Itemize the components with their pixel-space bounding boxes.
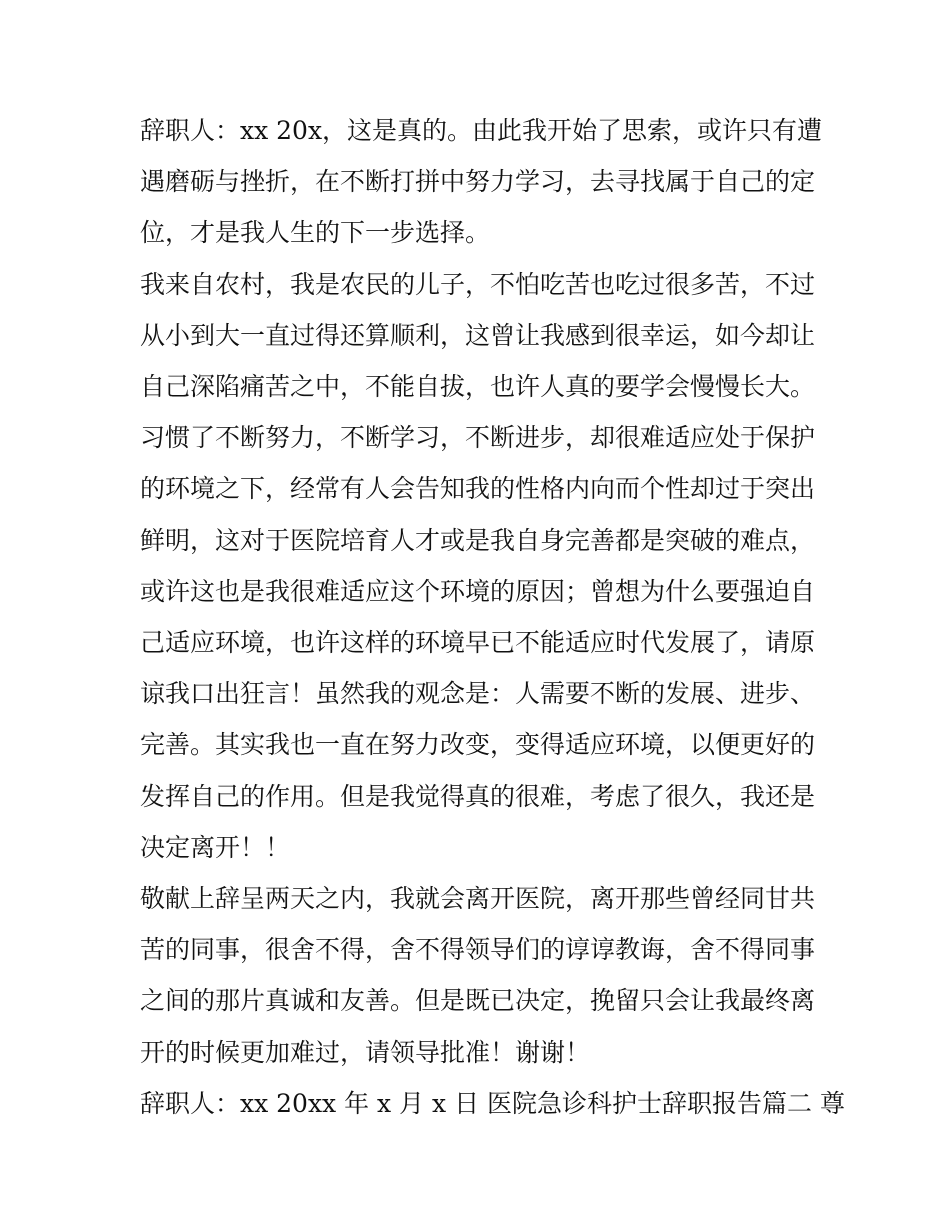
text-line: 完善。其实我也一直在努力改变，变得适应环境，以便更好的 (140, 730, 816, 760)
text-line: 自己深陷痛苦之中，不能自拔，也许人真的要学会慢慢长大。 (140, 372, 816, 402)
text-line: 决定离开！！ (140, 832, 291, 862)
text-line: 或许这也是我很难适应这个环境的原因；曾想为什么要强迫自 (140, 576, 816, 606)
text-line: 我来自农村，我是农民的儿子，不怕吃苦也吃过很多苦，不过 (140, 269, 816, 299)
text-line: 敬献上辞呈两天之内，我就会离开医院，离开那些曾经同甘共 (140, 884, 816, 914)
paragraph-signature-date (140, 1078, 845, 1129)
text-line: 鲜明，这对于医院培育人才或是我自身完善都是突破的难点， (140, 525, 816, 555)
text-line: 位，才是我人生的下一步选择。 (140, 218, 491, 248)
text-line: 习惯了不断努力，不断学习，不断进步，却很难适应处于保护 (140, 423, 816, 453)
text-line: 苦的同事，很舍不得，舍不得领导们的谆谆教诲，舍不得同事 (140, 935, 816, 965)
text-line: 发挥自己的作用。但是我觉得真的很难，考虑了很久，我还是 (140, 781, 816, 811)
paragraph-farewell (140, 873, 816, 1078)
document-body (140, 105, 845, 1129)
paragraph-background (140, 259, 816, 873)
text-line: 从小到大一直过得还算顺利，这曾让我感到很幸运，如今却让 (140, 320, 816, 350)
text-line: 谅我口出狂言！虽然我的观念是：人需要不断的发展、进步、 (140, 679, 816, 709)
text-line: 开的时候更加难过，请领导批准！谢谢！ (140, 1037, 591, 1067)
text-line: 辞职人：xx 20x，这是真的。由此我开始了思索，或许只有遭 (140, 116, 823, 145)
text-line: 己适应环境，也许这样的环境早已不能适应时代发展了，请原 (140, 628, 816, 658)
text-line: 辞职人：xx 20xx 年 x 月 x 日 医院急诊科护士辞职报告篇二 尊 (140, 1088, 845, 1118)
text-line: 的环境之下，经常有人会告知我的性格内向而个性却过于突出 (140, 474, 816, 504)
paragraph-signature-intro (140, 105, 823, 259)
text-line: 遇磨砺与挫折，在不断打拼中努力学习，去寻找属于自己的定 (140, 167, 816, 197)
text-line: 之间的那片真诚和友善。但是既已决定，挽留只会让我最终离 (140, 986, 816, 1016)
